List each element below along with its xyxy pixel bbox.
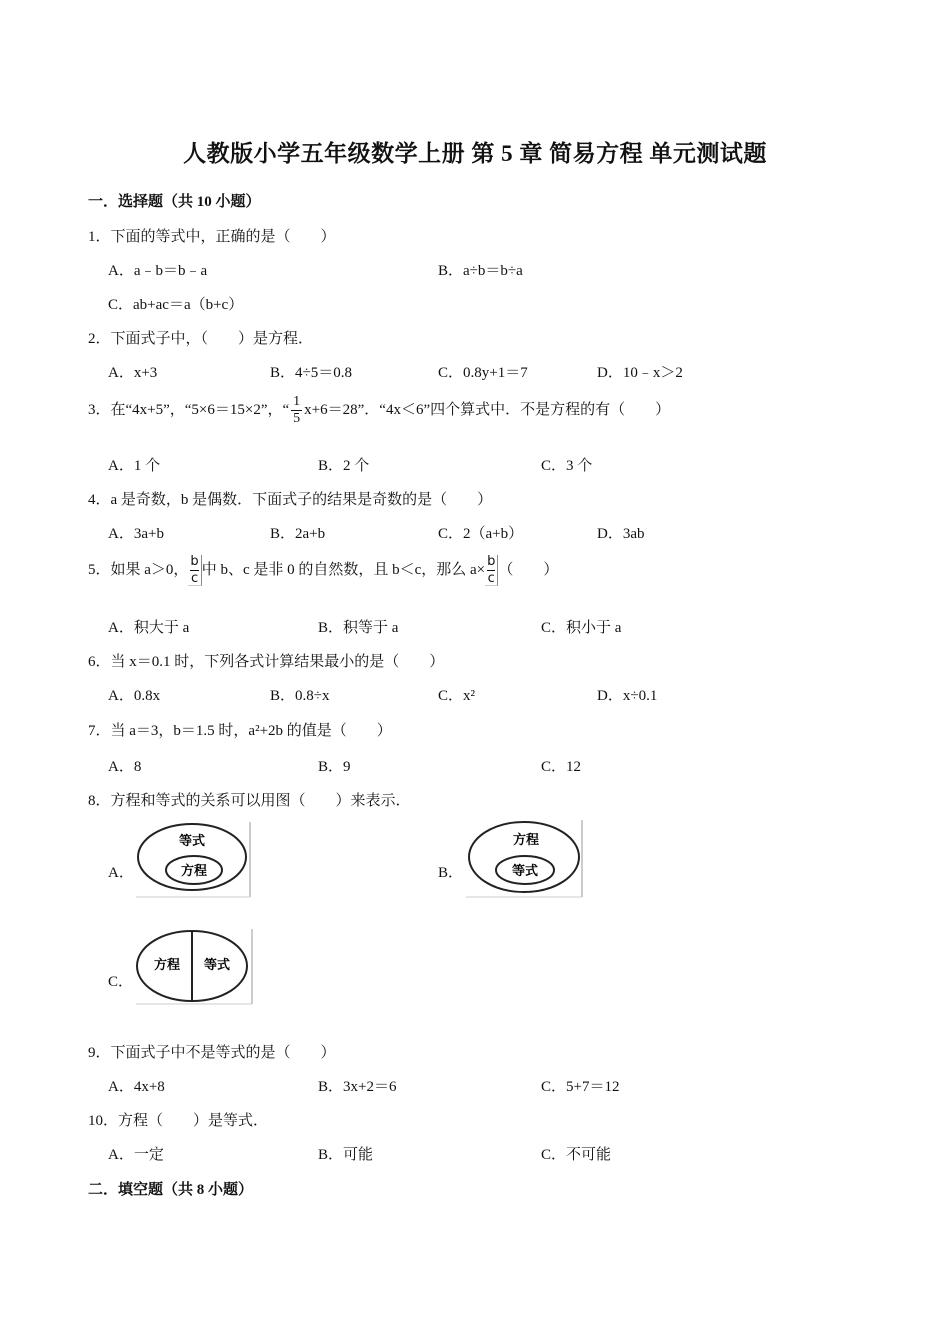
q2-option-d[interactable]: D．10﹣x＞2 bbox=[597, 365, 683, 381]
page-title: 人教版小学五年级数学上册 第 5 章 简易方程 单元测试题 bbox=[183, 141, 767, 166]
q9-option-a[interactable]: A．4x+8 bbox=[108, 1079, 165, 1095]
q5-stem-mid: 中 b、c 是非 0 的自然数，且 b＜c，那么 a× bbox=[201, 562, 486, 579]
q7-stem: 7．当 a＝3，b＝1.5 时，a²+2b 的值是（ ） bbox=[88, 723, 392, 739]
q4-option-b[interactable]: B．2a+b bbox=[270, 526, 326, 542]
q8-c-left-label: 方程 bbox=[153, 958, 181, 973]
q5-stem-pre: 5．如果 a＞0， bbox=[88, 562, 189, 579]
q8-a-outer-label: 等式 bbox=[178, 834, 206, 849]
q8-option-a[interactable]: A． bbox=[108, 865, 134, 881]
q3-fraction bbox=[291, 395, 302, 426]
q5-option-c[interactable]: C．积小于 a bbox=[541, 620, 622, 636]
q5-fraction-1 bbox=[188, 555, 201, 586]
q8-b-inner-label: 等式 bbox=[511, 864, 539, 879]
q9-stem: 9．下面式子中不是等式的是（ ） bbox=[88, 1045, 336, 1061]
q6-option-b[interactable]: B．0.8÷x bbox=[270, 688, 330, 704]
q5-option-b[interactable]: B．积等于 a bbox=[318, 620, 399, 636]
q3-stem-post: x+6＝28”．“4x＜6”四个算式中．不是方程的有（ ） bbox=[304, 401, 671, 418]
q1-option-b[interactable]: B．a÷b＝b÷a bbox=[438, 263, 523, 279]
q5-frac2-numerator: b bbox=[487, 554, 496, 569]
q3-option-b[interactable]: B．2 个 bbox=[318, 458, 370, 474]
q8-diagram-b[interactable] bbox=[464, 819, 584, 898]
q8-option-c[interactable]: C． bbox=[108, 974, 134, 990]
q5-frac1-denominator: c bbox=[190, 570, 199, 586]
q2-stem: 2．下面式子中，（ ）是方程． bbox=[88, 331, 314, 347]
q8-option-b[interactable]: B． bbox=[438, 865, 464, 881]
q10-option-a[interactable]: A．一定 bbox=[108, 1147, 164, 1163]
q10-option-b[interactable]: B．可能 bbox=[318, 1147, 374, 1163]
q7-option-c[interactable]: C．12 bbox=[541, 759, 582, 775]
q3-stem-pre: 3．在“4x+5”，“5×6＝15×2”，“ bbox=[88, 401, 290, 418]
q6-option-d[interactable]: D．x÷0.1 bbox=[597, 688, 658, 704]
q9-option-b[interactable]: B．3x+2＝6 bbox=[318, 1079, 397, 1095]
q3-frac-numerator: 1 bbox=[293, 394, 301, 409]
q6-stem: 6．当 x＝0.1 时，下列各式计算结果最小的是（ ） bbox=[88, 654, 445, 670]
q2-option-a[interactable]: A．x+3 bbox=[108, 365, 158, 381]
q10-option-c[interactable]: C．不可能 bbox=[541, 1147, 612, 1163]
q4-option-c[interactable]: C．2（a+b） bbox=[438, 526, 524, 542]
q5-frac2-denominator: c bbox=[487, 570, 495, 586]
q6-option-c[interactable]: C．x² bbox=[438, 688, 476, 704]
q3-option-a[interactable]: A．1 个 bbox=[108, 458, 161, 474]
q2-option-c[interactable]: C．0.8y+1＝7 bbox=[438, 365, 528, 381]
q8-diagram-c[interactable] bbox=[134, 928, 254, 1005]
q1-stem: 1．下面的等式中，正确的是（ ） bbox=[88, 229, 336, 245]
q3-option-c[interactable]: C．3 个 bbox=[541, 458, 593, 474]
q3-stem bbox=[88, 395, 670, 426]
q5-fraction-2 bbox=[485, 555, 498, 586]
q8-a-inner-label: 方程 bbox=[180, 864, 208, 879]
q9-option-c[interactable]: C．5+7＝12 bbox=[541, 1079, 620, 1095]
q1-option-a[interactable]: A．a﹣b＝b﹣a bbox=[108, 263, 208, 279]
q8-b-outer-label: 方程 bbox=[512, 833, 540, 848]
q4-option-d[interactable]: D．3ab bbox=[597, 526, 645, 542]
q4-option-a[interactable]: A．3a+b bbox=[108, 526, 164, 542]
q2-option-b[interactable]: B．4÷5＝0.8 bbox=[270, 365, 352, 381]
section-2-heading: 二．填空题（共 8 小题） bbox=[88, 1182, 254, 1198]
q4-stem: 4．a 是奇数，b 是偶数．下面式子的结果是奇数的是（ ） bbox=[88, 492, 493, 508]
q5-stem-post: （ ） bbox=[498, 562, 559, 579]
q7-option-a[interactable]: A．8 bbox=[108, 759, 142, 775]
q8-diagram-a[interactable] bbox=[134, 821, 252, 898]
q10-stem: 10．方程（ ）是等式． bbox=[88, 1113, 269, 1129]
q5-stem bbox=[88, 555, 558, 586]
q8-stem: 8．方程和等式的关系可以用图（ ）来表示． bbox=[88, 793, 411, 809]
q8-c-right-label: 等式 bbox=[203, 958, 231, 973]
q5-option-a[interactable]: A．积大于 a bbox=[108, 620, 190, 636]
q5-frac1-numerator: b bbox=[190, 554, 199, 569]
q7-option-b[interactable]: B．9 bbox=[318, 759, 351, 775]
q6-option-a[interactable]: A．0.8x bbox=[108, 688, 161, 704]
q3-frac-denominator: 5 bbox=[293, 411, 301, 426]
q1-option-c[interactable]: C．ab+ac＝a（b+c） bbox=[108, 297, 244, 313]
section-1-heading: 一．选择题（共 10 小题） bbox=[88, 194, 261, 210]
